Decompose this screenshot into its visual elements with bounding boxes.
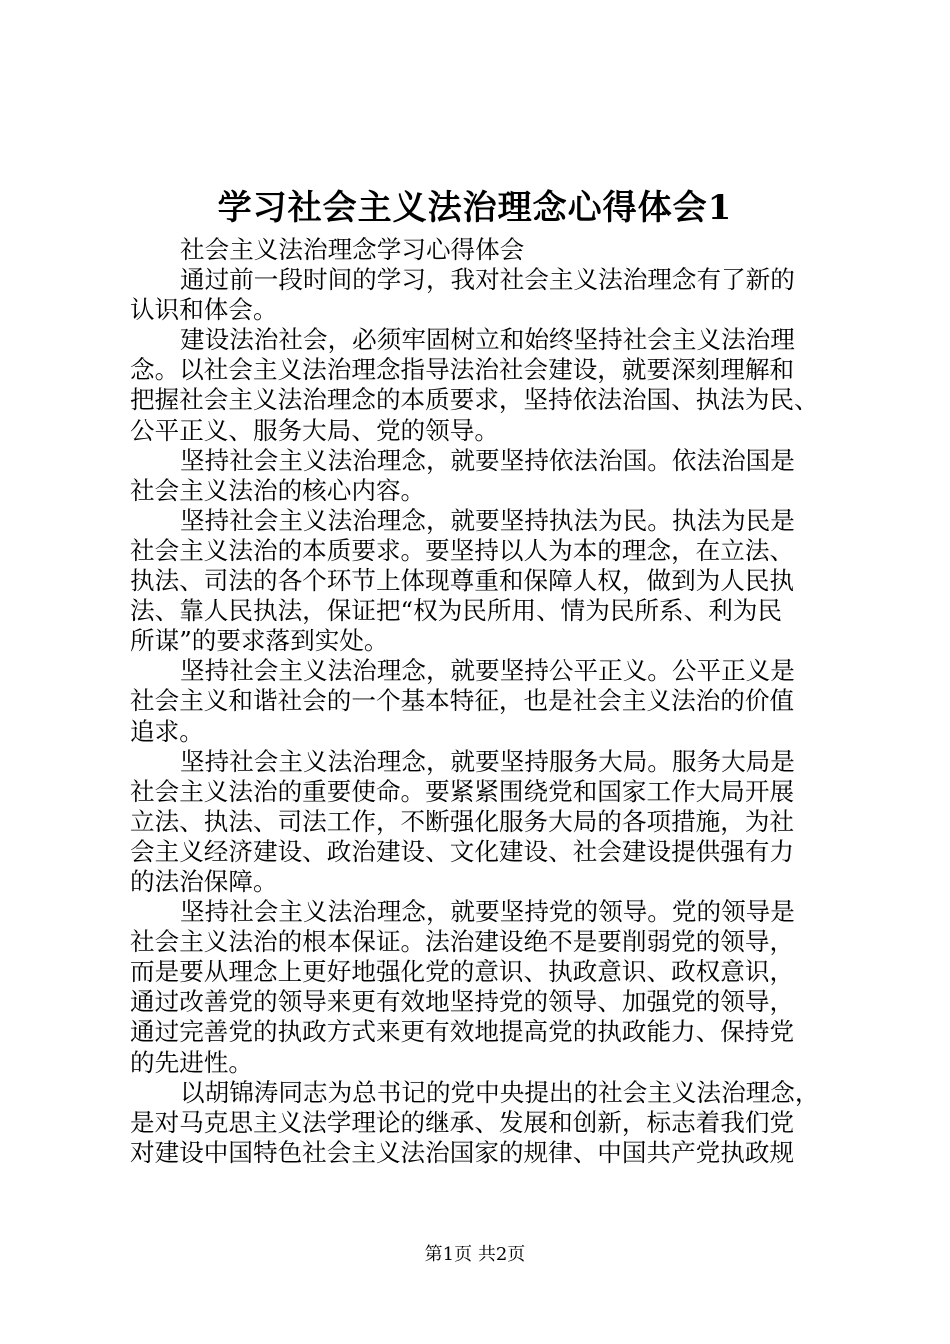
text-line: 坚持社会主义法治理念，就要坚持依法治国。依法治国是 <box>180 445 795 475</box>
text-line: 通过改善党的领导来更有效地坚持党的领导、加强党的领导， <box>130 987 795 1017</box>
text-line: 建设法治社会，必须牢固树立和始终坚持社会主义法治理 <box>180 325 795 355</box>
document-body <box>130 235 830 1168</box>
text-line: 所谋”的要求落到实处。 <box>130 626 389 656</box>
text-line: 社会主义法治的根本保证。法治建设绝不是要削弱党的领导， <box>130 927 795 957</box>
text-line: 对建设中国特色社会主义法治国家的规律、中国共产党执政规 <box>130 1137 795 1167</box>
text-line: 把握社会主义法治理念的本质要求，坚持依法治国、执法为民、 <box>130 385 819 415</box>
text-line: 是对马克思主义法学理论的继承、发展和创新，标志着我们党 <box>130 1107 795 1137</box>
text-line: 执法、司法的各个环节上体现尊重和保障人权，做到为人民执 <box>130 566 795 596</box>
text-line: 念。以社会主义法治理念指导法治社会建设，就要深刻理解和 <box>130 355 795 385</box>
text-line: 社会主义法治的核心内容。 <box>130 475 426 505</box>
text-line: 通过完善党的执政方式来更有效地提高党的执政能力、保持党 <box>130 1017 795 1047</box>
document-title: 学习社会主义法治理念心得体会1 <box>217 188 733 228</box>
text-line: 追求。 <box>130 716 204 746</box>
text-line: 坚持社会主义法治理念，就要坚持公平正义。公平正义是 <box>180 656 795 686</box>
text-line: 公平正义、服务大局、党的领导。 <box>130 415 499 445</box>
text-line: 通过前一段时间的学习，我对社会主义法治理念有了新的 <box>180 265 795 295</box>
text-line: 的法治保障。 <box>130 866 278 896</box>
text-line: 立法、执法、司法工作，不断强化服务大局的各项措施，为社 <box>130 806 795 836</box>
text-line: 坚持社会主义法治理念，就要坚持服务大局。服务大局是 <box>180 746 795 776</box>
text-line: 法、靠人民执法，保证把“权为民所用、情为民所系、利为民 <box>130 596 783 626</box>
text-line: 而是要从理念上更好地强化党的意识、执政意识、政权意识， <box>130 957 795 987</box>
text-line: 社会主义和谐社会的一个基本特征，也是社会主义法治的价值 <box>130 686 795 716</box>
text-line: 认识和体会。 <box>130 295 278 325</box>
text-line: 以胡锦涛同志为总书记的党中央提出的社会主义法治理念， <box>180 1077 820 1107</box>
text-line: 坚持社会主义法治理念，就要坚持党的领导。党的领导是 <box>180 897 795 927</box>
text-line: 社会主义法治理念学习心得体会 <box>180 235 525 264</box>
text-line: 社会主义法治的重要使命。要紧紧围绕党和国家工作大局开展 <box>130 776 795 806</box>
text-line: 坚持社会主义法治理念，就要坚持执法为民。执法为民是 <box>180 505 795 535</box>
text-line: 会主义经济建设、政治建设、文化建设、社会建设提供强有力 <box>130 836 795 866</box>
text-line: 社会主义法治的本质要求。要坚持以人为本的理念，在立法、 <box>130 535 795 565</box>
page-footer: 第1页 共2页 <box>424 1244 526 1265</box>
text-line: 的先进性。 <box>130 1047 253 1077</box>
